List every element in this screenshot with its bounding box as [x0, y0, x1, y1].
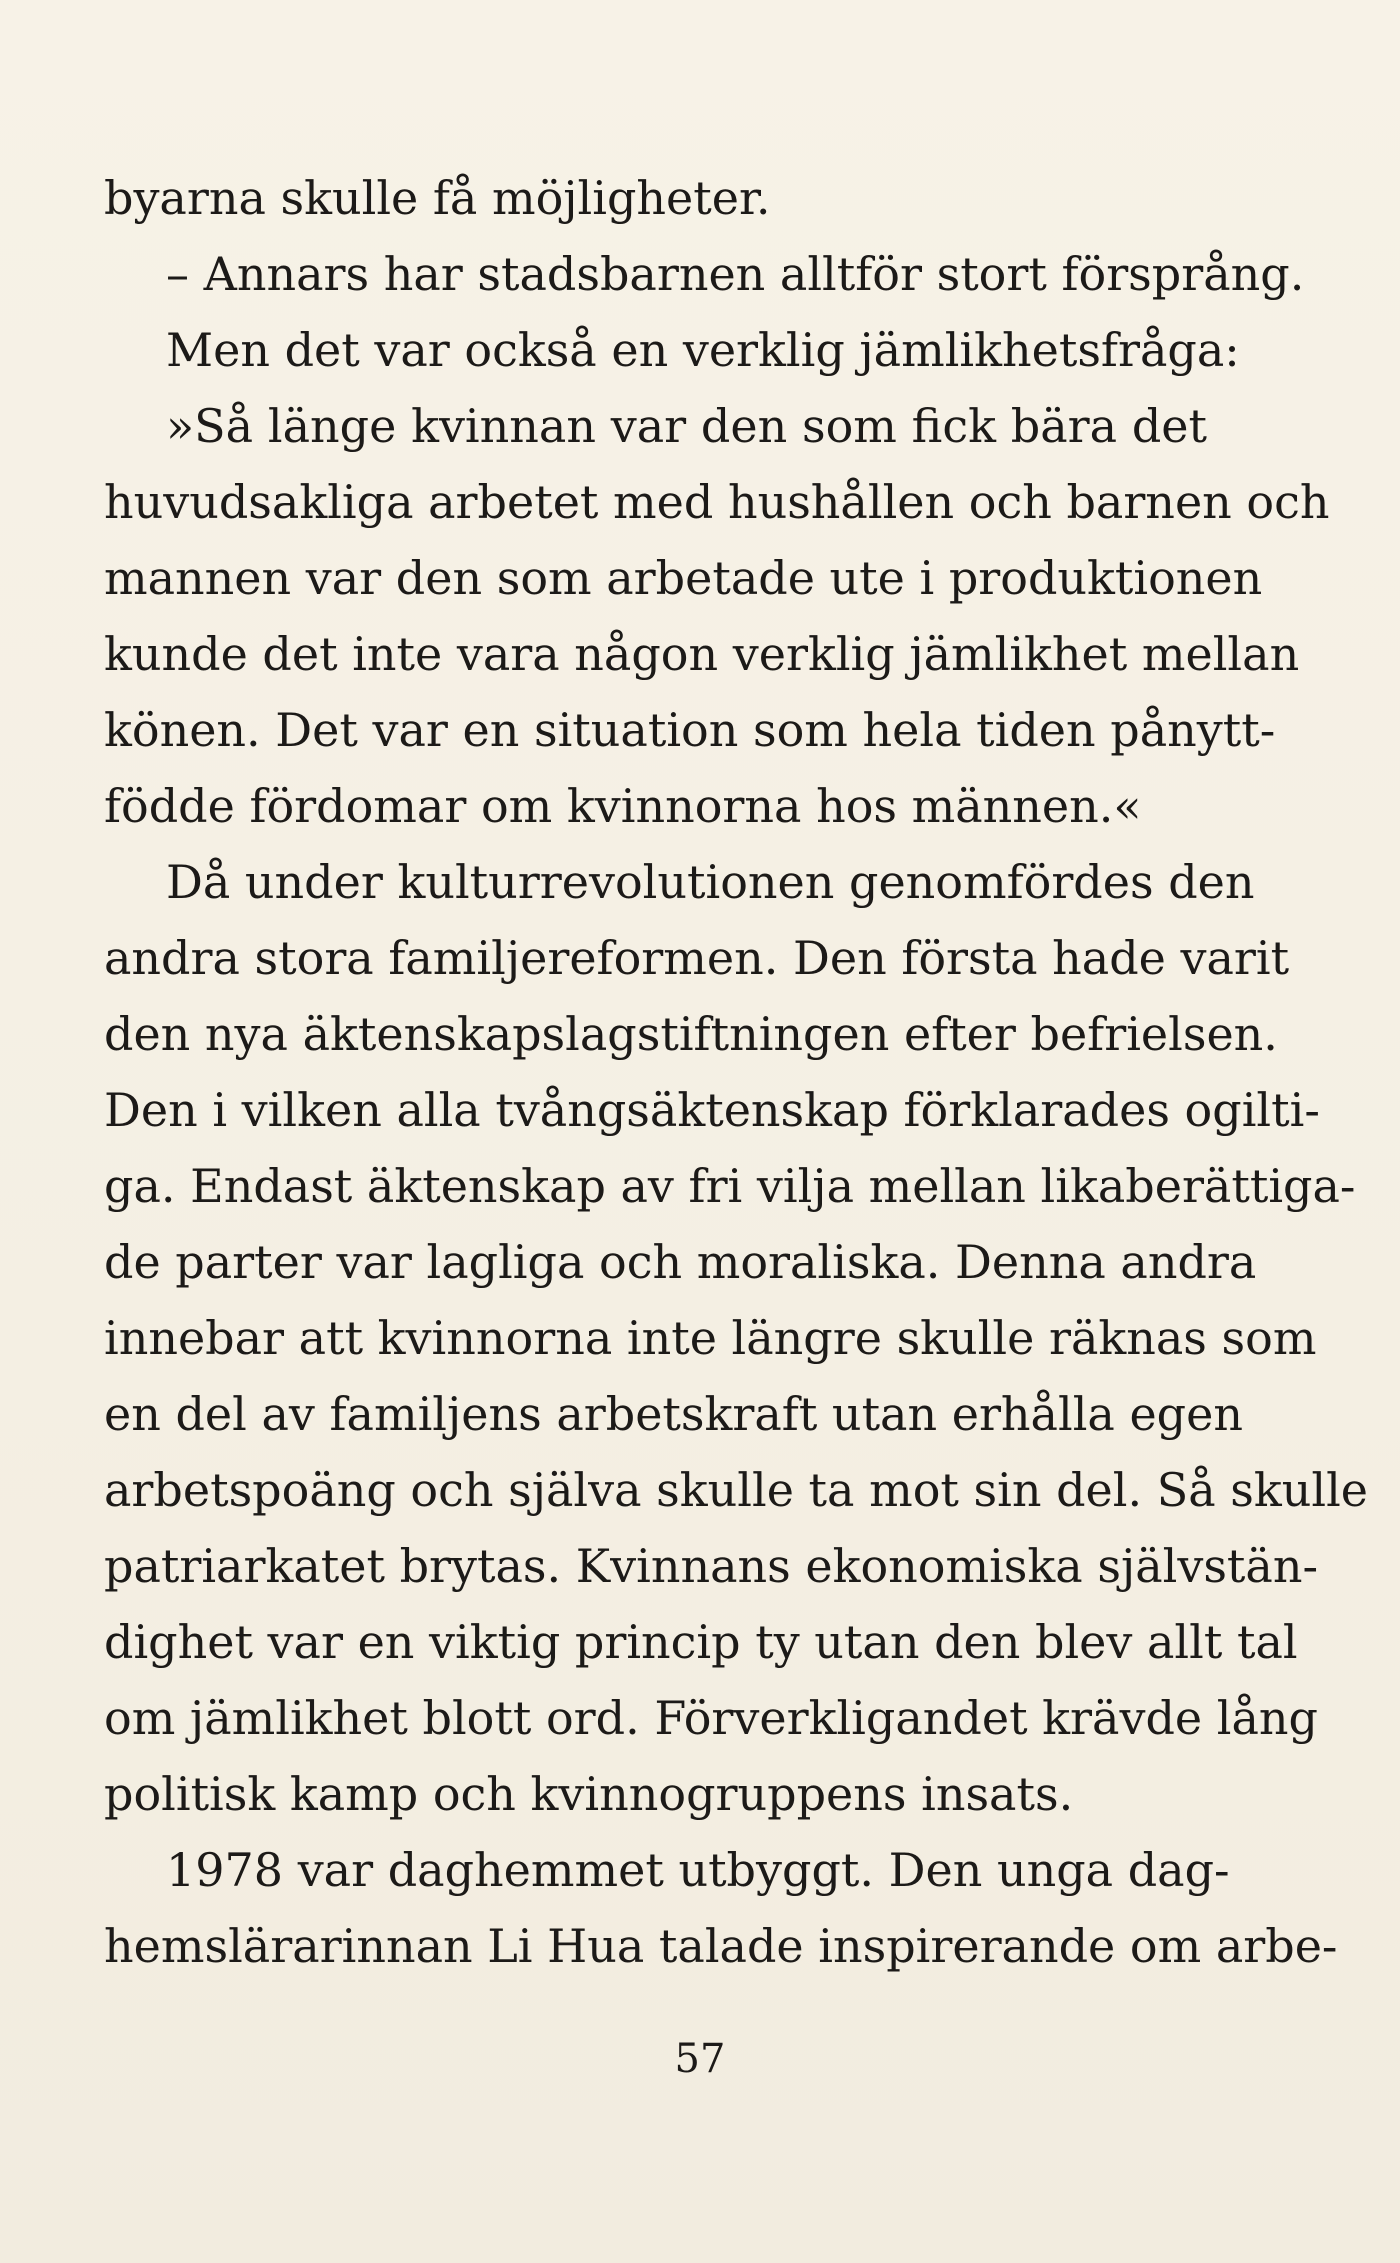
text-line: patriarkatet brytas. Kvinnans ekonomiska självstän-	[104, 1539, 1319, 1593]
text-line: dighet var en viktig princip ty utan den blev allt tal	[104, 1615, 1298, 1669]
text-line: om jämlikhet blott ord. Förverkligandet krävde lång	[104, 1691, 1318, 1745]
text-line: – Annars har stadsbarnen alltför stort försprång.	[166, 247, 1305, 301]
text-line: födde fördomar om kvinnorna hos männen.«	[104, 779, 1142, 833]
text-line: byarna skulle få möjligheter.	[104, 171, 771, 225]
text-line: huvudsakliga arbetet med hushållen och barnen och	[104, 475, 1330, 529]
text-line: mannen var den som arbetade ute i produktionen	[104, 551, 1263, 605]
text-line: Då under kulturrevolutionen genomfördes den	[166, 855, 1255, 909]
text-line: 1978 var daghemmet utbyggt. Den unga dag-	[166, 1843, 1230, 1897]
text-line: en del av familjens arbetskraft utan erhålla egen	[104, 1387, 1243, 1441]
text-line: Men det var också en verklig jämlikhetsfråga:	[166, 323, 1240, 377]
text-line: hemslärarinnan Li Hua talade inspirerande om arbe-	[104, 1919, 1338, 1973]
text-line: den nya äktenskapslagstiftningen efter befrielsen.	[104, 1007, 1278, 1061]
text-line: könen. Det var en situation som hela tiden pånytt-	[104, 703, 1276, 757]
page-number: 57	[674, 2036, 726, 2082]
text-line: andra stora familjereformen. Den första hade varit	[104, 931, 1290, 985]
text-line: innebar att kvinnorna inte längre skulle räknas som	[104, 1311, 1317, 1365]
text-line: de parter var lagliga och moraliska. Denna andra	[104, 1235, 1257, 1289]
text-line: kunde det inte vara någon verklig jämlikhet mellan	[104, 627, 1300, 681]
text-line: Den i vilken alla tvångsäktenskap förklarades ogilti-	[104, 1083, 1320, 1137]
text-line: »Så länge kvinnan var den som fick bära det	[166, 399, 1207, 453]
text-line: politisk kamp och kvinnogruppens insats.	[104, 1767, 1074, 1821]
text-line: arbetspoäng och själva skulle ta mot sin del. Så skulle	[104, 1463, 1369, 1517]
text-line: ga. Endast äktenskap av fri vilja mellan likaberättiga-	[104, 1159, 1356, 1213]
